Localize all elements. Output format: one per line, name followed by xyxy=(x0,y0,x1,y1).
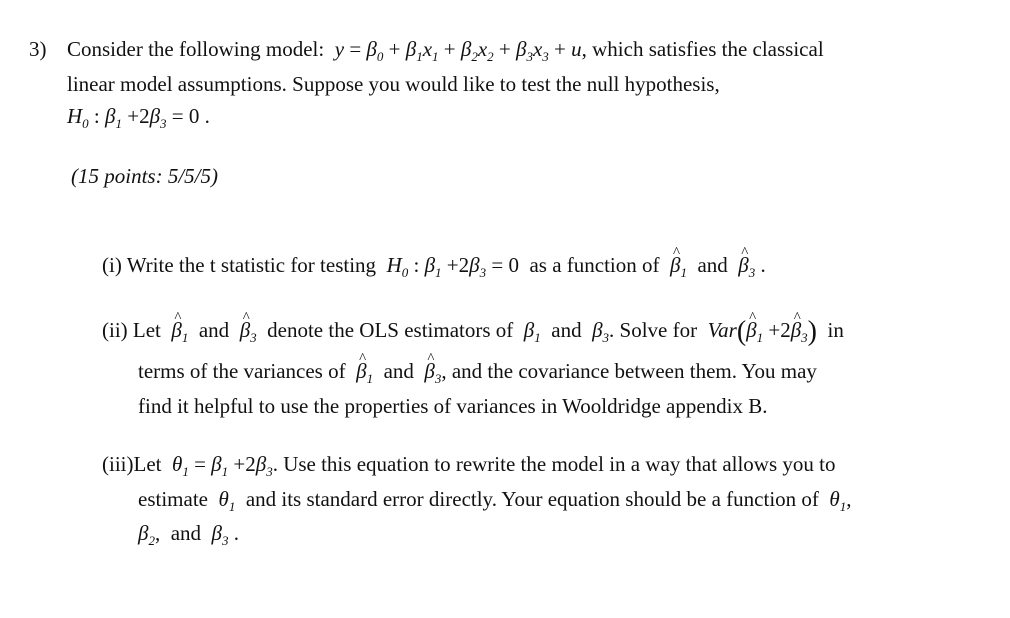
variance-expression: Var(^ $\beta_1$ +2^ $\beta_3$) xyxy=(702,318,822,342)
part-i: (i) Write the t statistic for testing $H_0$ : $\beta_1 +2\beta_3 = 0$ as a function of ^ $\beta_1$ and ^ $\beta_3$ . xyxy=(102,253,766,277)
question-intro: Consider the following model: xyxy=(67,37,325,61)
points-note: (15 points: 5/5/5) xyxy=(71,164,218,188)
model-equation: $y = \beta_0 + \beta_1x_1 + \beta_2x_2 + \beta_3x_3 + u$ xyxy=(329,37,582,64)
part-iii-label: (iii)Let xyxy=(102,452,162,476)
part-iii-line-3: $\beta_2$, and $\beta_3$ . xyxy=(138,521,240,548)
question-intro-tail: , which satisfies the classical xyxy=(581,37,824,61)
part-i-label: (i) xyxy=(102,253,122,277)
part-ii-line-1: (ii) Let ^ $\beta_1$ and ^ $\beta_3$ denote the OLS estimators of $\beta_1$ and $\beta_3$. Solve for Var(^ $\beta_1$ +2^ $\beta_3$) in xyxy=(102,318,844,344)
question-line-2: linear model assumptions. Suppose you would like to test the null hypothesis, xyxy=(67,72,720,96)
part-ii-line-3: find it helpful to use the properties of variances in Wooldridge appendix B. xyxy=(138,394,768,418)
theta-definition: $\theta_1 = \beta_1 +2\beta_3$ xyxy=(166,452,273,479)
question-number: 3) xyxy=(29,37,47,61)
part-ii-label: (ii) Let xyxy=(102,318,161,342)
part-iii-line-1: (iii)Let $\theta_1 = \beta_1 +2\beta_3$. Use this equation to rewrite the model in a way that allows you to xyxy=(102,452,836,479)
part-iii-line-2: estimate $\theta_1$ and its standard error directly. Your equation should be a function of $\theta_1$, xyxy=(138,487,852,514)
question-line-1 xyxy=(67,37,824,64)
part-ii-line-2: terms of the variances of ^ $\beta_1$ and ^ $\beta_3$, and the covariance between them. You may xyxy=(138,359,817,383)
null-hypothesis: $H_0$ : $\beta_1 +2\beta_3 = 0$ . xyxy=(67,104,210,131)
part-i-hypothesis: $H_0$ : $\beta_1 +2\beta_3 = 0$ xyxy=(381,253,519,280)
